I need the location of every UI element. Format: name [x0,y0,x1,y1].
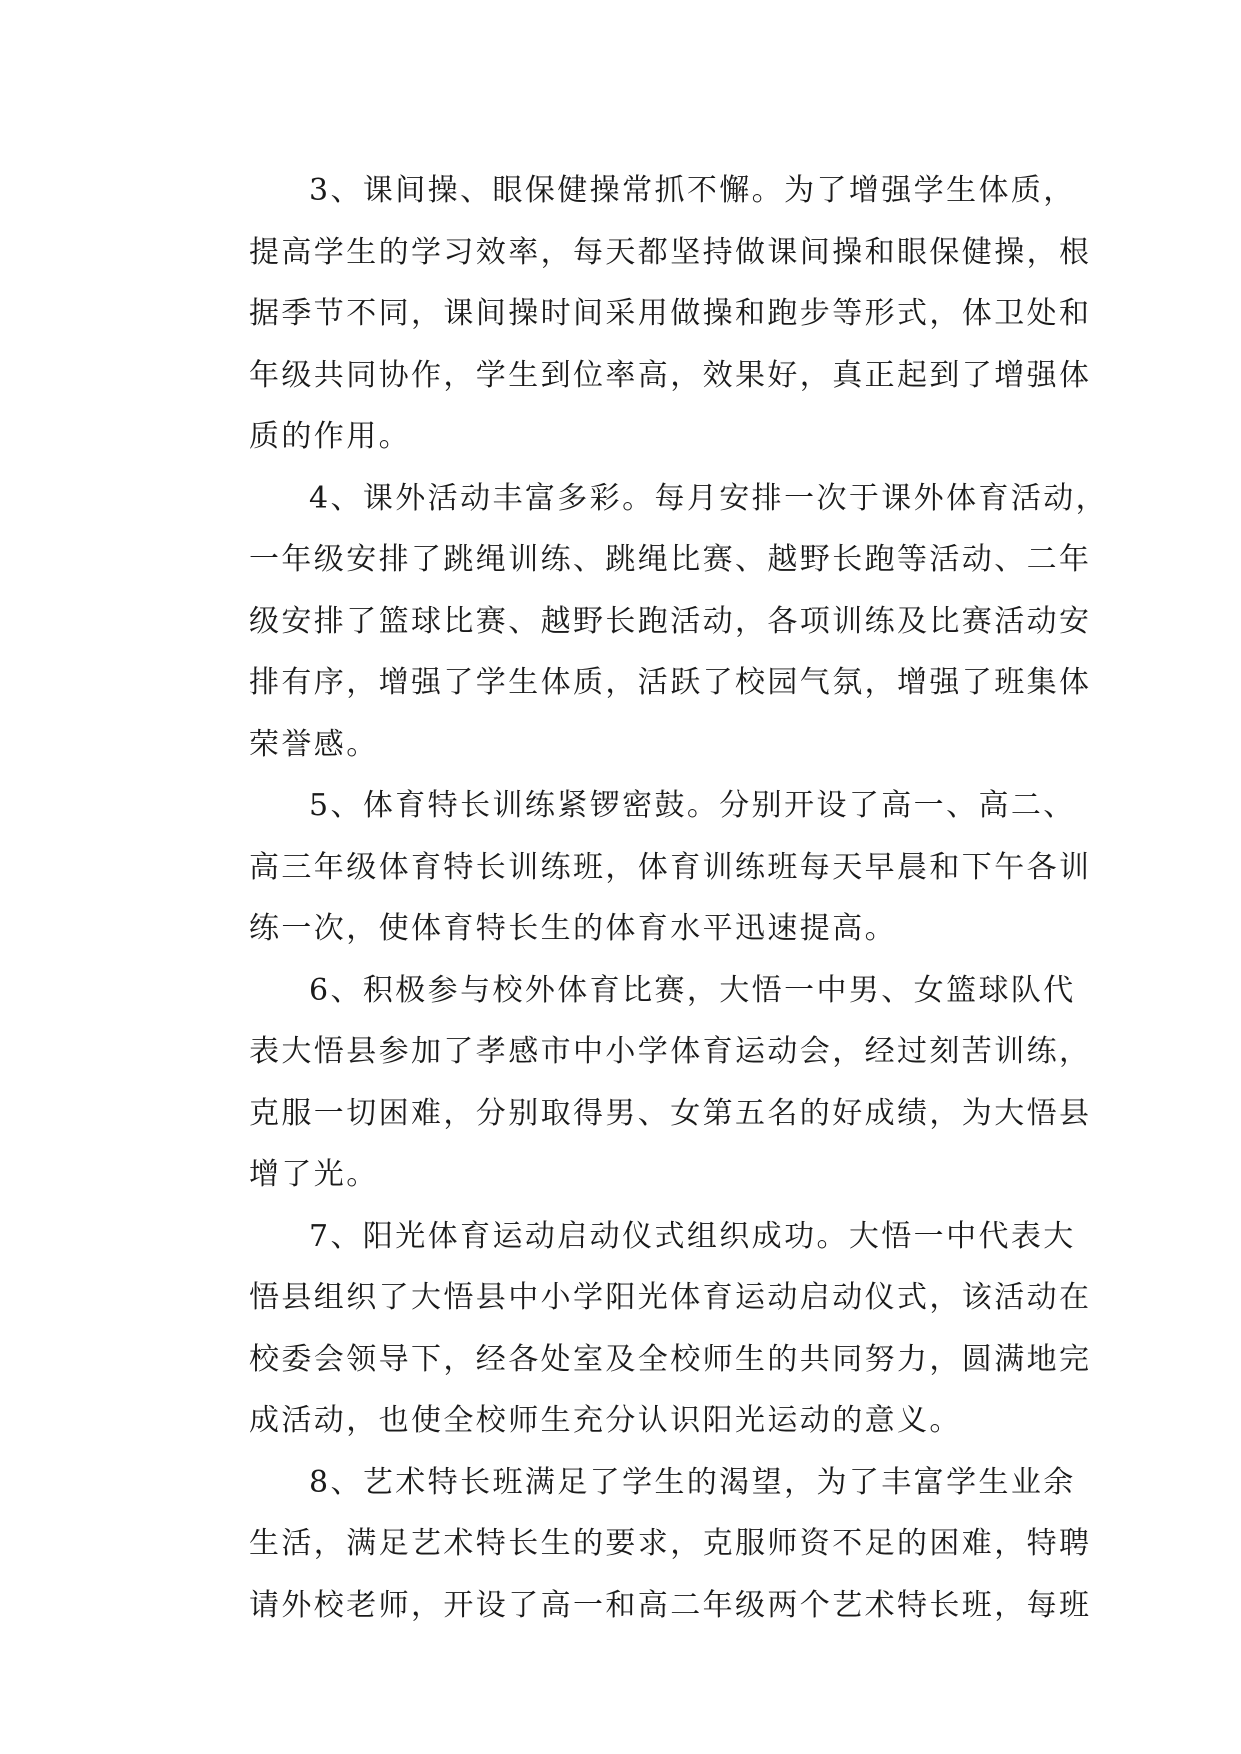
paragraph-8 [189,1452,1092,1637]
text-line: 5、体育特长训练紧锣密鼓。分别开设了高一、高二、 [309,788,1076,823]
text-line: 请外校老师，开设了高一和高二年级两个艺术特长班，每班 [249,1587,1092,1623]
text-line: 一年级安排了跳绳训练、跳绳比赛、越野长跑等活动、二年 [249,542,1092,577]
paragraph-7 [189,1206,1092,1452]
text-line: 增了光。 [249,1157,379,1192]
text-line: 4、课外活动丰富多彩。每月安排一次于课外体育活动， [309,480,1109,516]
text-line: 级安排了篮球比赛、越野长跑活动，各项训练及比赛活动安 [249,603,1092,639]
text-line: 表大悟县参加了孝感市中小学体育运动会，经过刻苦训练， [249,1034,1092,1069]
text-line: 克服一切困难，分别取得男、女第五名的好成绩，为大悟县 [249,1095,1092,1131]
paragraph-6 [189,960,1092,1206]
text-line: 练一次，使体育特长生的体育水平迅速提高。 [249,911,897,946]
text-line: 高三年级体育特长训练班，体育训练班每天早晨和下午各训 [249,849,1092,885]
text-line: 质的作用。 [249,419,411,454]
text-line: 据季节不同，课间操时间采用做操和跑步等形式，体卫处和 [249,296,1092,331]
text-line: 6、积极参与校外体育比赛，大悟一中男、女篮球队代 [309,972,1076,1008]
text-line: 排有序，增强了学生体质，活跃了校园气氛，增强了班集体 [249,665,1092,700]
text-line: 成活动，也使全校师生充分认识阳光运动的意义。 [249,1403,962,1438]
paragraph-5 [189,775,1092,960]
text-line: 荣誉感。 [249,726,379,762]
text-line: 3、课间操、眼保健操常抓不懈。为了增强学生体质， [309,173,1076,208]
text-line: 8、艺术特长班满足了学生的渴望，为了丰富学生业余 [309,1464,1076,1500]
text-line: 生活，满足艺术特长生的要求，克服师资不足的困难，特聘 [249,1526,1092,1561]
paragraph-4 [189,468,1109,776]
paragraph-3 [189,160,1092,468]
text-line: 悟县组织了大悟县中小学阳光体育运动启动仪式，该活动在 [249,1280,1092,1315]
text-line: 提高学生的学习效率，每天都坚持做课间操和眼保健操，根 [249,234,1092,270]
text-line: 7、阳光体育运动启动仪式组织成功。大悟一中代表大 [309,1218,1076,1254]
text-line: 校委会领导下，经各处室及全校师生的共同努力，圆满地完 [249,1341,1092,1377]
text-line: 年级共同协作，学生到位率高，效果好，真正起到了增强体 [249,357,1092,393]
document-body [189,160,1109,1636]
